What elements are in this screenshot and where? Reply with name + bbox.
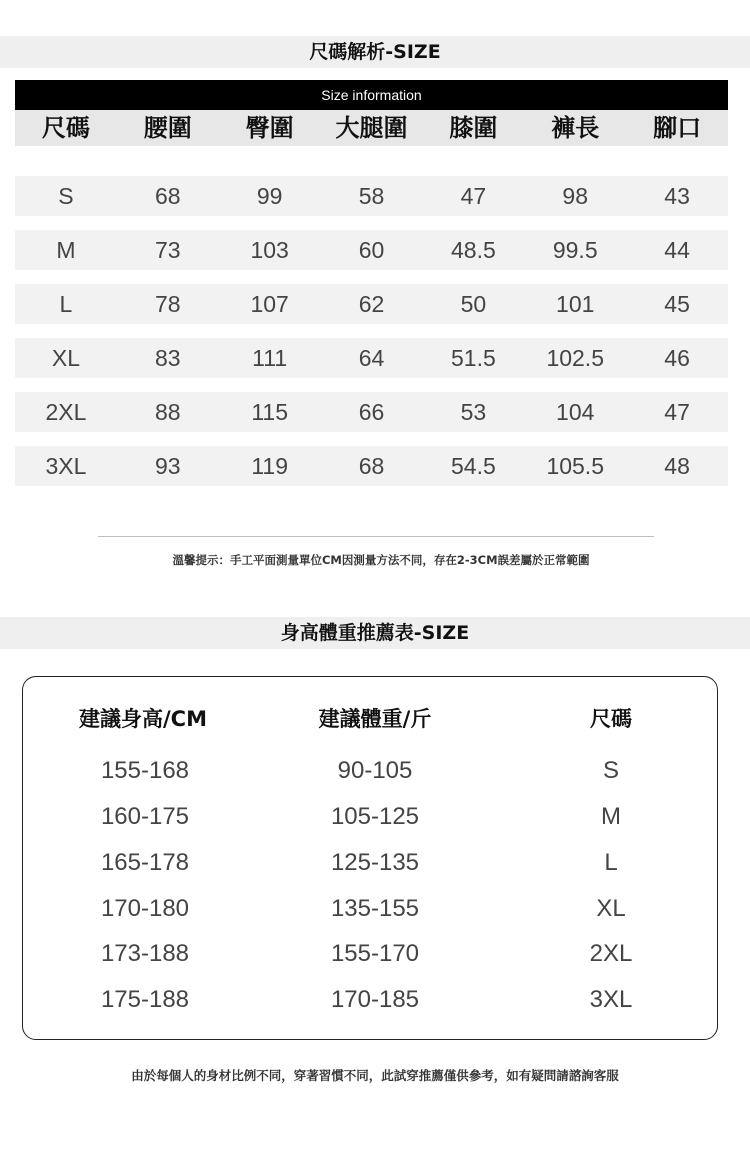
table-cell: 99: [256, 183, 283, 209]
divider-line: [98, 536, 654, 537]
table-cell: 48: [664, 453, 690, 479]
table-cell: S: [602, 757, 619, 784]
table-cell: 45: [664, 291, 690, 317]
table-cell: 98: [562, 183, 589, 209]
table-cell: 2XL: [45, 399, 87, 425]
table-cell: 155-168: [100, 757, 190, 784]
table-cell: 46: [664, 345, 690, 371]
table-cell: 60: [358, 237, 385, 263]
table-cell: 64: [358, 345, 385, 371]
table-cell: 51.5: [450, 345, 496, 371]
table-cell: L: [604, 849, 618, 876]
table-cell: 107: [250, 291, 289, 317]
table-cell: 3XL: [45, 453, 87, 479]
table-cell: 105.5: [546, 453, 604, 479]
table-cell: 2XL: [589, 940, 633, 967]
table-cell: 44: [664, 237, 690, 263]
table-cell: 62: [358, 291, 385, 317]
column-header-height: 建議身高/CM: [79, 707, 207, 731]
table-cell: 47: [460, 183, 487, 209]
table-cell: 3XL: [589, 986, 633, 1013]
table-cell: 78: [154, 291, 181, 317]
table-cell: 165-178: [100, 849, 190, 876]
table-cell: 50: [460, 291, 487, 317]
column-header-weight: 建議體重/斤: [318, 707, 432, 731]
table-cell: 93: [154, 453, 181, 479]
table-cell: XL: [51, 345, 80, 371]
table-cell: L: [59, 291, 73, 317]
table-cell: 104: [556, 399, 595, 425]
table-cell: 66: [358, 399, 385, 425]
table-cell: M: [56, 237, 76, 263]
table-cell: 53: [460, 399, 487, 425]
table-cell: 102.5: [546, 345, 604, 371]
column-header-hem: 腳口: [653, 114, 702, 142]
table-row: [15, 284, 728, 324]
column-header-knee: 膝圍: [449, 114, 498, 142]
size-section-title: 尺碼解析-SIZE: [0, 36, 750, 68]
table-cell: S: [58, 183, 74, 209]
column-header-waist: 腰圍: [143, 114, 192, 142]
column-header-size: 尺碼: [590, 707, 632, 731]
table-row: [15, 176, 728, 216]
table-cell: 88: [154, 399, 181, 425]
table-cell: M: [601, 803, 621, 830]
table-cell: 111: [252, 345, 288, 371]
table-row: [15, 392, 728, 432]
table-cell: 90-105: [337, 757, 413, 784]
table-cell: 101: [556, 291, 595, 317]
table-cell: 99.5: [552, 237, 598, 263]
table-cell: XL: [596, 895, 626, 922]
table-cell: 103: [250, 237, 289, 263]
recommendation-section-title: 身高體重推薦表-SIZE: [0, 617, 750, 649]
column-header-size: 尺碼: [41, 114, 90, 142]
table-cell: 48.5: [450, 237, 496, 263]
table-cell: 125-135: [330, 849, 420, 876]
table-cell: 160-175: [100, 803, 190, 830]
table-row: [15, 338, 728, 378]
table-cell: 115: [251, 399, 288, 425]
column-header-length: 褲長: [551, 114, 600, 142]
table-row: [15, 230, 728, 270]
table-row: [15, 446, 728, 486]
table-cell: 173-188: [100, 940, 190, 967]
table-cell: 83: [154, 345, 181, 371]
column-header-thigh: 大腿圍: [335, 114, 408, 142]
measurement-tip: 溫馨提示：手工平面測量單位CM因測量方法不同，存在2-3CM誤差屬於正常範圍: [172, 553, 590, 567]
table-cell: 58: [358, 183, 385, 209]
table-cell: 68: [154, 183, 181, 209]
table-cell: 73: [154, 237, 181, 263]
table-cell: 68: [358, 453, 385, 479]
table-cell: 155-170: [330, 940, 420, 967]
table-cell: 170-180: [100, 895, 190, 922]
table-cell: 43: [664, 183, 690, 209]
table-cell: 119: [251, 453, 288, 479]
table-cell: 54.5: [450, 453, 496, 479]
table-cell: 135-155: [330, 895, 420, 922]
recommendation-table: [22, 676, 718, 1040]
table-cell: 175-188: [100, 986, 190, 1013]
column-header-hip: 臀圍: [245, 114, 294, 142]
table-cell: 105-125: [330, 803, 420, 830]
size-table-header-row: [15, 110, 728, 146]
table-cell: 170-185: [330, 986, 420, 1013]
recommendation-disclaimer: 由於每個人的身材比例不同，穿著習慣不同，此試穿推薦僅供參考，如有疑問請諮詢客服: [131, 1068, 619, 1083]
table-cell: 47: [664, 399, 690, 425]
size-info-banner: Size information: [15, 80, 728, 110]
